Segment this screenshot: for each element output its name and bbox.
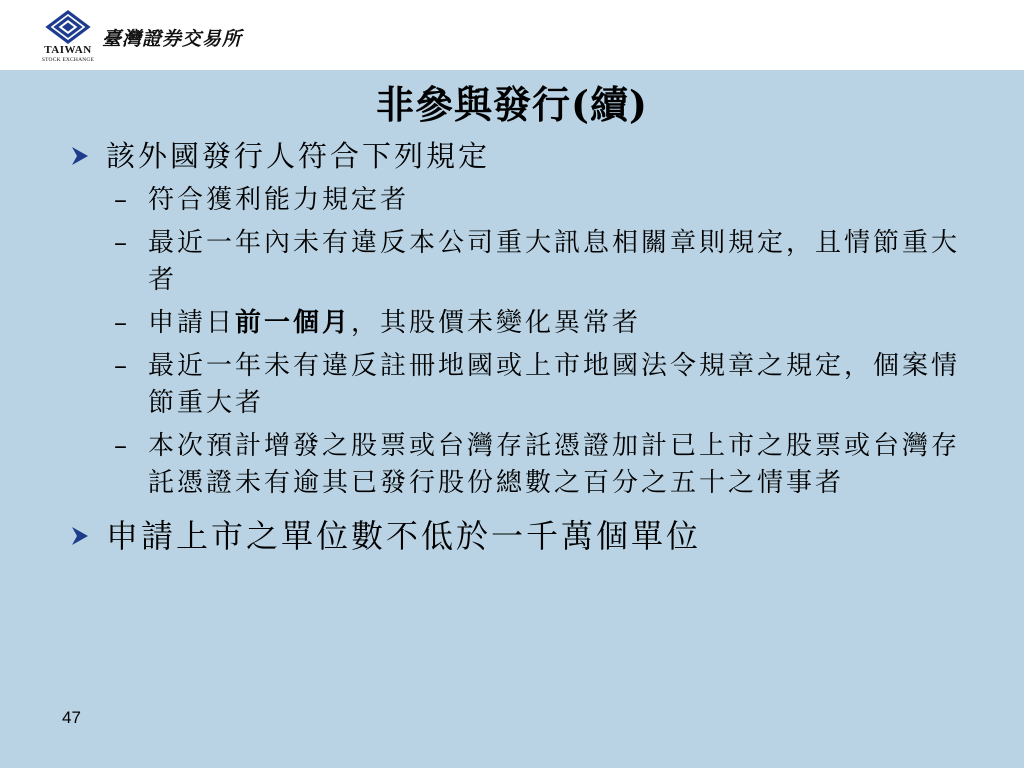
twse-logo-icon	[44, 10, 92, 44]
organization-name: 臺灣證券交易所	[102, 28, 243, 50]
arrow-bullet-icon	[68, 526, 92, 546]
sub-item-4	[64, 348, 960, 422]
sub-item-2	[64, 225, 960, 299]
sub-item-text-1: 符合獲利能力規定者	[148, 185, 410, 215]
sub-list	[64, 182, 964, 502]
bullet-item-1	[64, 134, 964, 178]
logo-subtitle: STOCK EXCHANGE	[41, 57, 95, 63]
slide-title: 非參與發行(續)	[376, 82, 648, 127]
sub-item-text-2: 最近一年內未有違反本公司重大訊息相關章則規定，且情節重大者	[148, 228, 961, 295]
logo-wordmark: TAIWAN	[44, 44, 92, 56]
sub-item-1	[64, 182, 960, 219]
dash-marker: –	[114, 431, 130, 461]
sub-item-text-4: 最近一年未有違反註冊地國或上市地國法令規章之規定，個案情節重大者	[148, 351, 961, 418]
dash-marker: –	[114, 228, 130, 258]
slide-content	[64, 134, 964, 560]
arrow-bullet-icon	[68, 146, 92, 166]
sub-item-text-3-bold: 前一個月	[235, 308, 352, 338]
bullet-item-2	[64, 512, 964, 560]
bullet-text-2: 申請上市之單位數不低於一千萬個單位	[106, 517, 702, 555]
dash-marker: –	[114, 308, 130, 338]
sub-item-text-5: 本次預計增發之股票或台灣存託憑證加計已上市之股票或台灣存託憑證未有逾其已發行股份總數之百分之五十之情事者	[148, 431, 961, 498]
page-number: 47	[62, 708, 81, 727]
sub-item-3	[64, 305, 960, 342]
bullet-text-1: 該外國發行人符合下列規定	[106, 139, 491, 173]
dash-marker: –	[114, 185, 130, 215]
sub-item-text-3b: ，其股價未變化異常者	[351, 308, 642, 338]
twse-logo	[36, 10, 100, 66]
dash-marker: –	[114, 351, 130, 381]
sub-item-text-3a: 申請日	[148, 308, 236, 338]
sub-item-5	[64, 428, 960, 502]
